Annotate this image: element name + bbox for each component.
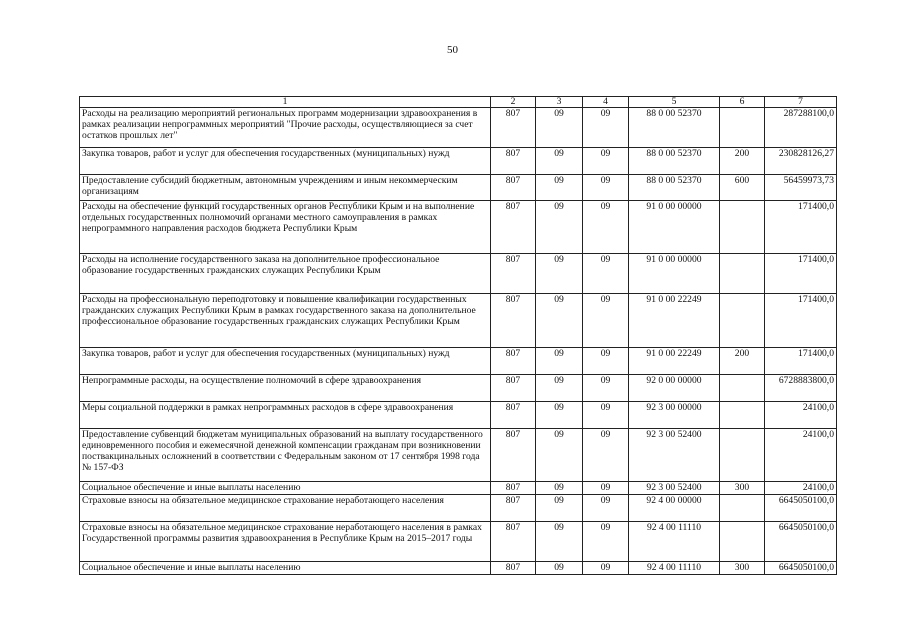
- target-item-code-cell: 91 0 00 22249: [629, 294, 720, 348]
- target-item-code-cell: 88 0 00 52370: [629, 175, 720, 201]
- page-number: 50: [447, 44, 458, 56]
- subsection-code-cell: 09: [583, 495, 629, 522]
- expense-type-code-cell: [720, 294, 765, 348]
- expense-type-code-cell: 600: [720, 175, 765, 201]
- ministry-code-cell: 807: [491, 482, 536, 495]
- row-name-cell: Социальное обеспечение и иные выплаты населению: [80, 482, 491, 495]
- row-name-cell: Расходы на обеспечение функций государственных органов Республики Крым и на выполнение отдельных государственных полномочий органами местного самоуправления в рамках непрограммного направления расходов бюджета Республики Крым: [80, 201, 491, 254]
- subsection-code-cell: 09: [583, 175, 629, 201]
- target-item-code-cell: 91 0 00 00000: [629, 254, 720, 294]
- header-cell: 3: [536, 97, 583, 108]
- amount-cell: 6645050100,0: [765, 495, 837, 522]
- ministry-code-cell: 807: [491, 495, 536, 522]
- expense-type-code-cell: 300: [720, 482, 765, 495]
- target-item-code-cell: 92 4 00 00000: [629, 495, 720, 522]
- row-name-cell: Предоставление субвенций бюджетам муниципальных образований на выплату государственного единовременного пособия и ежемесячной денежной компенсации гражданам при возникновении поствакцинальных осложнений в соответствии с Федеральным законом от 17 сентября 1998 года № 157-ФЗ: [80, 429, 491, 482]
- ministry-code-cell: 807: [491, 294, 536, 348]
- row-name-cell: Социальное обеспечение и иные выплаты населению: [80, 562, 491, 575]
- subsection-code-cell: 09: [583, 402, 629, 429]
- amount-cell: 56459973,73: [765, 175, 837, 201]
- section-code-cell: 09: [536, 482, 583, 495]
- amount-cell: 230828126,27: [765, 148, 837, 175]
- section-code-cell: 09: [536, 175, 583, 201]
- table-row: [80, 402, 837, 429]
- amount-cell: 6645050100,0: [765, 562, 837, 575]
- subsection-code-cell: 09: [583, 522, 629, 562]
- ministry-code-cell: 807: [491, 108, 536, 148]
- amount-cell: 171400,0: [765, 348, 837, 375]
- row-name-cell: Предоставление субсидий бюджетным, автономным учреждениям и иным некоммерческим организациям: [80, 175, 491, 201]
- subsection-code-cell: 09: [583, 294, 629, 348]
- table-row: [80, 294, 837, 348]
- ministry-code-cell: 807: [491, 348, 536, 375]
- table-body: [80, 108, 837, 575]
- ministry-code-cell: 807: [491, 375, 536, 402]
- ministry-code-cell: 807: [491, 201, 536, 254]
- expense-type-code-cell: [720, 108, 765, 148]
- amount-cell: 287288100,0: [765, 108, 837, 148]
- amount-cell: 6728883800,0: [765, 375, 837, 402]
- expense-type-code-cell: [720, 375, 765, 402]
- table-row: [80, 175, 837, 201]
- expense-type-code-cell: [720, 522, 765, 562]
- section-code-cell: 09: [536, 294, 583, 348]
- amount-cell: 171400,0: [765, 201, 837, 254]
- expense-type-code-cell: [720, 402, 765, 429]
- ministry-code-cell: 807: [491, 148, 536, 175]
- ministry-code-cell: 807: [491, 429, 536, 482]
- expense-type-code-cell: 200: [720, 348, 765, 375]
- subsection-code-cell: 09: [583, 148, 629, 175]
- row-name-cell: Закупка товаров, работ и услуг для обеспечения государственных (муниципальных) нужд: [80, 348, 491, 375]
- row-name-cell: Страховые взносы на обязательное медицинское страхование неработающего населения в рамках Государственной программы развития здравоохранения в Республике Крым на 2015–2017 годы: [80, 522, 491, 562]
- table-row: [80, 254, 837, 294]
- header-cell: 2: [491, 97, 536, 108]
- amount-cell: 171400,0: [765, 294, 837, 348]
- expense-type-code-cell: [720, 254, 765, 294]
- amount-cell: 24100,0: [765, 402, 837, 429]
- table-row: [80, 562, 837, 575]
- table-row: [80, 429, 837, 482]
- amount-cell: 6645050100,0: [765, 522, 837, 562]
- target-item-code-cell: 91 0 00 00000: [629, 201, 720, 254]
- expense-type-code-cell: [720, 429, 765, 482]
- ministry-code-cell: 807: [491, 562, 536, 575]
- target-item-code-cell: 88 0 00 52370: [629, 108, 720, 148]
- expense-type-code-cell: [720, 495, 765, 522]
- header-cell: 6: [720, 97, 765, 108]
- table-row: [80, 348, 837, 375]
- ministry-code-cell: 807: [491, 254, 536, 294]
- header-cell: 7: [765, 97, 837, 108]
- section-code-cell: 09: [536, 522, 583, 562]
- section-code-cell: 09: [536, 429, 583, 482]
- target-item-code-cell: 92 3 00 52400: [629, 429, 720, 482]
- target-item-code-cell: 92 4 00 11110: [629, 562, 720, 575]
- table-row: [80, 495, 837, 522]
- section-code-cell: 09: [536, 348, 583, 375]
- subsection-code-cell: 09: [583, 108, 629, 148]
- target-item-code-cell: 88 0 00 52370: [629, 148, 720, 175]
- row-name-cell: Расходы на профессиональную переподготовку и повышение квалификации государственных гражданских служащих Республики Крым в рамках государственного заказа на дополнительное профессиональное образование государственных гражданских служащих Республики Крым: [80, 294, 491, 348]
- ministry-code-cell: 807: [491, 522, 536, 562]
- header-row: [80, 97, 837, 108]
- amount-cell: 24100,0: [765, 482, 837, 495]
- target-item-code-cell: 92 3 00 52400: [629, 482, 720, 495]
- target-item-code-cell: 92 4 00 11110: [629, 522, 720, 562]
- section-code-cell: 09: [536, 254, 583, 294]
- expense-type-code-cell: 200: [720, 148, 765, 175]
- section-code-cell: 09: [536, 375, 583, 402]
- table-row: [80, 148, 837, 175]
- row-name-cell: Страховые взносы на обязательное медицинское страхование неработающего населения: [80, 495, 491, 522]
- table-row: [80, 482, 837, 495]
- row-name-cell: Расходы на исполнение государственного заказа на дополнительное профессиональное образование государственных гражданских служащих Республики Крым: [80, 254, 491, 294]
- expense-type-code-cell: 300: [720, 562, 765, 575]
- budget-table: [79, 96, 837, 575]
- header-cell: 5: [629, 97, 720, 108]
- ministry-code-cell: 807: [491, 175, 536, 201]
- amount-cell: 24100,0: [765, 429, 837, 482]
- expense-type-code-cell: [720, 201, 765, 254]
- target-item-code-cell: 92 3 00 00000: [629, 402, 720, 429]
- target-item-code-cell: 92 0 00 00000: [629, 375, 720, 402]
- row-name-cell: Меры социальной поддержки в рамках непрограммных расходов в сфере здравоохранения: [80, 402, 491, 429]
- section-code-cell: 09: [536, 562, 583, 575]
- subsection-code-cell: 09: [583, 375, 629, 402]
- section-code-cell: 09: [536, 495, 583, 522]
- table-row: [80, 108, 837, 148]
- row-name-cell: Непрограммные расходы, на осуществление полномочий в сфере здравоохранения: [80, 375, 491, 402]
- ministry-code-cell: 807: [491, 402, 536, 429]
- header-cell: 4: [583, 97, 629, 108]
- table-row: [80, 522, 837, 562]
- target-item-code-cell: 91 0 00 22249: [629, 348, 720, 375]
- table-row: [80, 201, 837, 254]
- table-row: [80, 375, 837, 402]
- section-code-cell: 09: [536, 108, 583, 148]
- subsection-code-cell: 09: [583, 562, 629, 575]
- section-code-cell: 09: [536, 148, 583, 175]
- subsection-code-cell: 09: [583, 482, 629, 495]
- subsection-code-cell: 09: [583, 429, 629, 482]
- section-code-cell: 09: [536, 402, 583, 429]
- subsection-code-cell: 09: [583, 201, 629, 254]
- row-name-cell: Расходы на реализацию мероприятий региональных программ модернизации здравоохранения в рамках реализации непрограммных мероприятий "Прочие расходы, осуществляющиеся за счет остатков прошлых лет": [80, 108, 491, 148]
- header-cell: 1: [80, 97, 491, 108]
- section-code-cell: 09: [536, 201, 583, 254]
- subsection-code-cell: 09: [583, 348, 629, 375]
- row-name-cell: Закупка товаров, работ и услуг для обеспечения государственных (муниципальных) нужд: [80, 148, 491, 175]
- amount-cell: 171400,0: [765, 254, 837, 294]
- subsection-code-cell: 09: [583, 254, 629, 294]
